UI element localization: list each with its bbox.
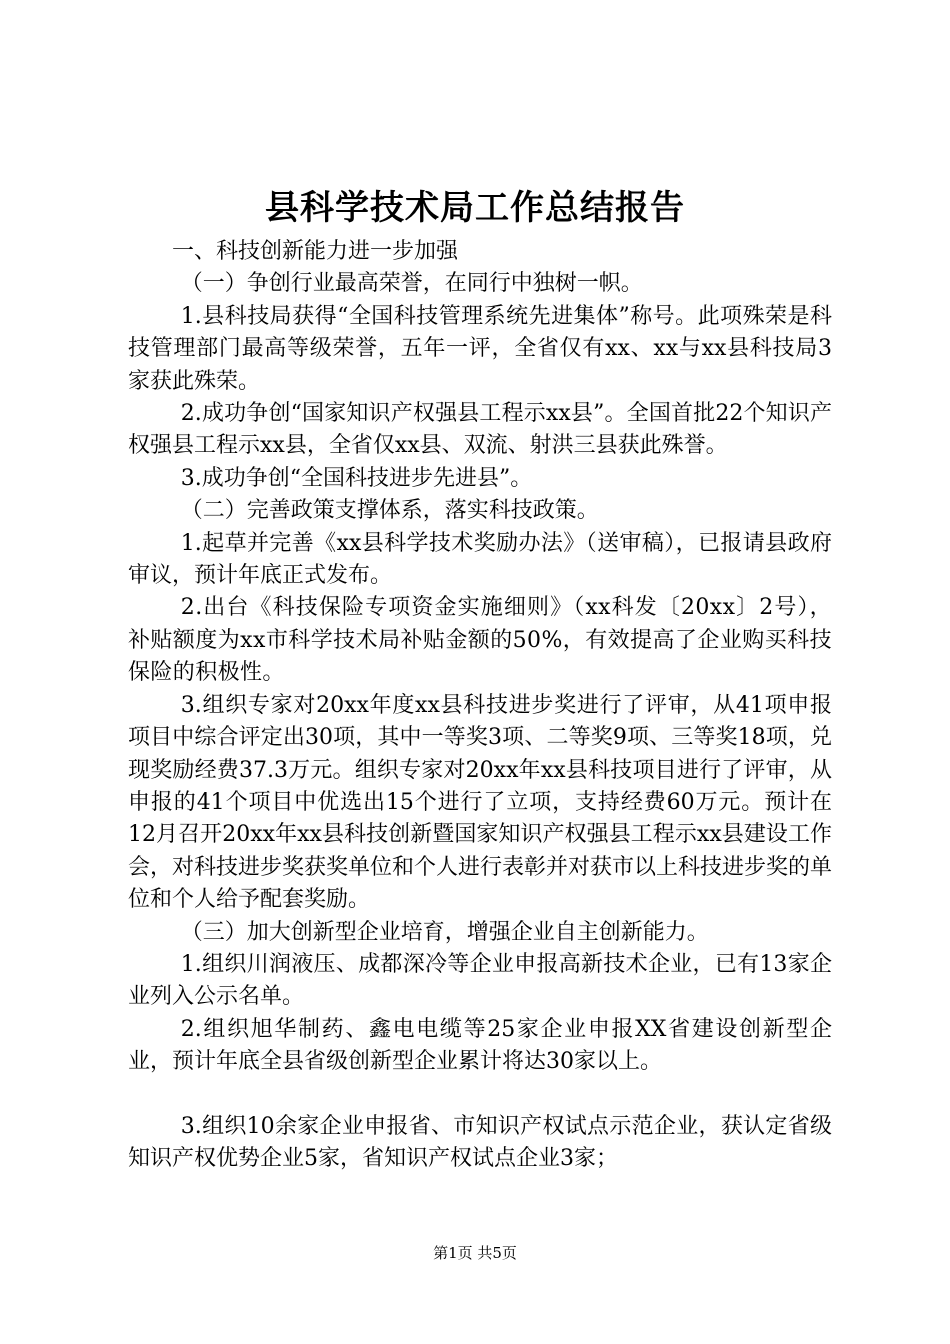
page-footer: 第1页 共5页 [433, 1244, 517, 1262]
subsection-heading-3: （三）加大创新型企业培育，增强企业自主创新能力。 [180, 919, 709, 945]
document-body [128, 236, 832, 1175]
paragraph-2-2: 2.出台《科技保险专项资金实施细则》（xx科发〔20xx〕2号），补贴额度为xx市科学技术局补贴金额的50%，有效提高了企业购买科技保险的积极性。 [128, 595, 832, 686]
subsection-heading-2: （二）完善政策支撑体系，落实科技政策。 [180, 498, 599, 524]
paragraph-1-1: 1.县科技局获得“全国科技管理系统先进集体”称号。此项殊荣是科技管理部门最高等级荣誉，五年一评，全省仅有xx、xx与xx县科技局3家获此殊荣。 [128, 303, 832, 394]
paragraph-1-2: 2.成功争创“国家知识产权强县工程示xx县”。全国首批22个知识产权强县工程示xx县，全省仅xx县、双流、射洪三县获此殊誉。 [128, 401, 832, 459]
paragraph-3-1: 1.组织川润液压、成都深冷等企业申报高新技术企业，已有13家企业列入公示名单。 [128, 951, 832, 1010]
paragraph-3-3: 3.组织10余家企业申报省、市知识产权试点示范企业，获认定省级知识产权优势企业5家，省知识产权试点企业3家； [128, 1113, 832, 1171]
document-title: 县科学技术局工作总结报告 [265, 188, 685, 228]
paragraph-2-1: 1.起草并完善《xx县科学技术奖励办法》（送审稿），已报请县政府审议，预计年底正式发布。 [128, 530, 832, 589]
paragraph-1-3: 3.成功争创“全国科技进步先进县”。 [180, 465, 533, 491]
paragraph-2-3: 3.组织专家对20xx年度xx县科技进步奖进行了评审，从41项申报项目中综合评定出30项，其中一等奖3项、二等奖9项、三等奖18项，兑现奖励经费37.3万元。组织专家对20xx年xx县科技项目进行了评审，从申报的41个项目中优选出15个进行了立项，支持经费60万元。预计在12月召开20xx年xx县科技创新暨国家知识产权强县工程示xx县建设工作会，对科技进步奖获奖单位和个人进行表彰并对获市以上科技进步奖的单位和个人给予配套奖励。 [128, 692, 833, 913]
paragraph-3-2: 2.组织旭华制药、鑫电电缆等25家企业申报XX省建设创新型企业，预计年底全县省级创新型企业累计将达30家以上。 [128, 1016, 832, 1075]
subsection-heading-1: （一）争创行业最高荣誉，在同行中独树一帜。 [180, 271, 643, 297]
section-heading-1: 一、科技创新能力进一步加强 [172, 239, 459, 264]
